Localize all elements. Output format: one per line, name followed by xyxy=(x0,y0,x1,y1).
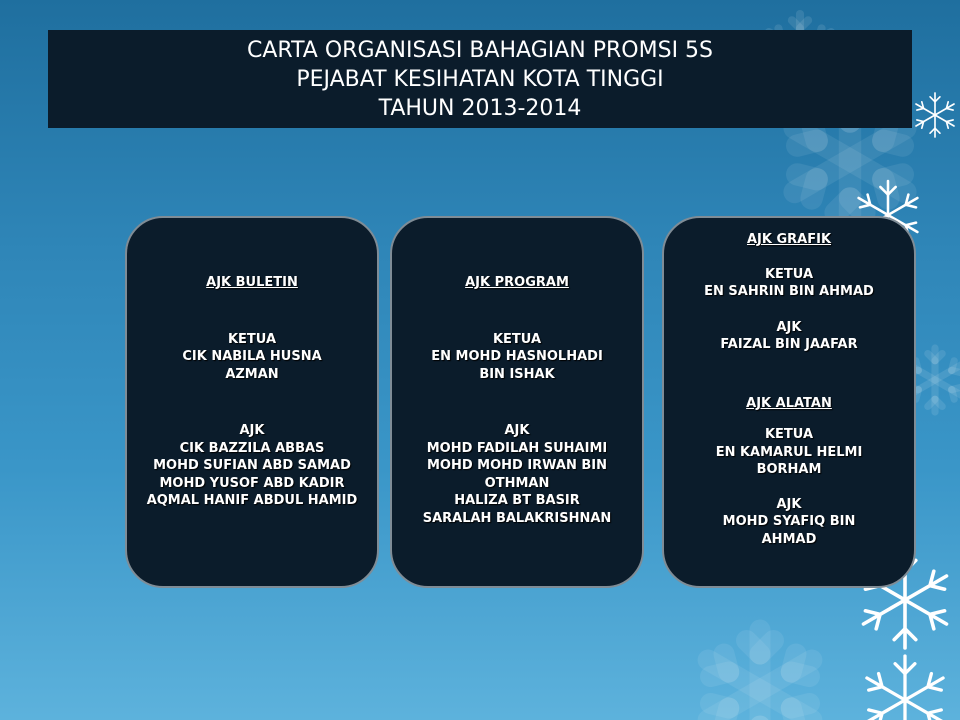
program-ketua-name-line1: EN MOHD HASNOLHADI xyxy=(431,349,603,364)
buletin-member: MOHD YUSOF ABD KADIR xyxy=(159,475,345,491)
buletin-member: MOHD SUFIAN ABD SAMAD xyxy=(153,458,351,473)
buletin-ketua-label: KETUA xyxy=(227,331,277,347)
program-member: HALIZA BT BASIR xyxy=(454,493,580,508)
alatan-ajk-name-line1: MOHD SYAFIQ BIN xyxy=(722,514,856,529)
grafik-ajk-label: AJK xyxy=(776,319,802,335)
buletin-member: AQMAL HANIF ABDUL HAMID xyxy=(146,493,358,508)
grafik-alatan-committee-box xyxy=(662,216,916,588)
buletin-ketua-name-line2: AZMAN xyxy=(225,366,279,382)
title-line-1: CARTA ORGANISASI BAHAGIAN PROMSI 5S xyxy=(246,37,714,63)
program-ketua-label: KETUA xyxy=(492,331,542,347)
alatan-ketua-name-line1: EN KAMARUL HELMI xyxy=(715,444,863,460)
title-line-2: PEJABAT KESIHATAN KOTA TINGGI xyxy=(296,66,664,92)
program-ajk-label: AJK xyxy=(504,423,530,438)
title-banner xyxy=(48,30,912,128)
buletin-member: CIK BAZZILA ABBAS xyxy=(179,440,325,456)
alatan-ajk-label: AJK xyxy=(776,496,802,512)
alatan-ajk-name-line2: AHMAD xyxy=(761,531,817,547)
alatan-ketua-label: KETUA xyxy=(764,427,814,442)
buletin-committee-box xyxy=(125,216,379,588)
grafik-ajk-name: FAIZAL BIN JAAFAR xyxy=(720,337,858,352)
grafik-heading: AJK GRAFIK xyxy=(746,232,832,247)
buletin-ajk-label: AJK xyxy=(239,423,265,438)
grafik-ketua-name: EN SAHRIN BIN AHMAD xyxy=(704,284,874,299)
program-heading: AJK PROGRAM xyxy=(465,275,569,290)
buletin-heading: AJK BULETIN xyxy=(206,275,298,290)
alatan-heading: AJK ALATAN xyxy=(746,395,832,411)
program-ketua-name-line2: BIN ISHAK xyxy=(479,366,555,382)
buletin-ketua-name-line1: CIK NABILA HUSNA xyxy=(182,349,322,364)
title-line-3: TAHUN 2013-2014 xyxy=(378,95,582,121)
program-committee-box xyxy=(390,216,644,588)
program-member: SARALAH BALAKRISHNAN xyxy=(422,510,612,526)
grafik-ketua-label: KETUA xyxy=(764,266,814,282)
alatan-ketua-name-line2: BORHAM xyxy=(756,462,822,477)
program-member: MOHD MOHD IRWAN BIN OTHMAN xyxy=(426,458,608,491)
program-member: MOHD FADILAH SUHAIMI xyxy=(426,440,608,456)
